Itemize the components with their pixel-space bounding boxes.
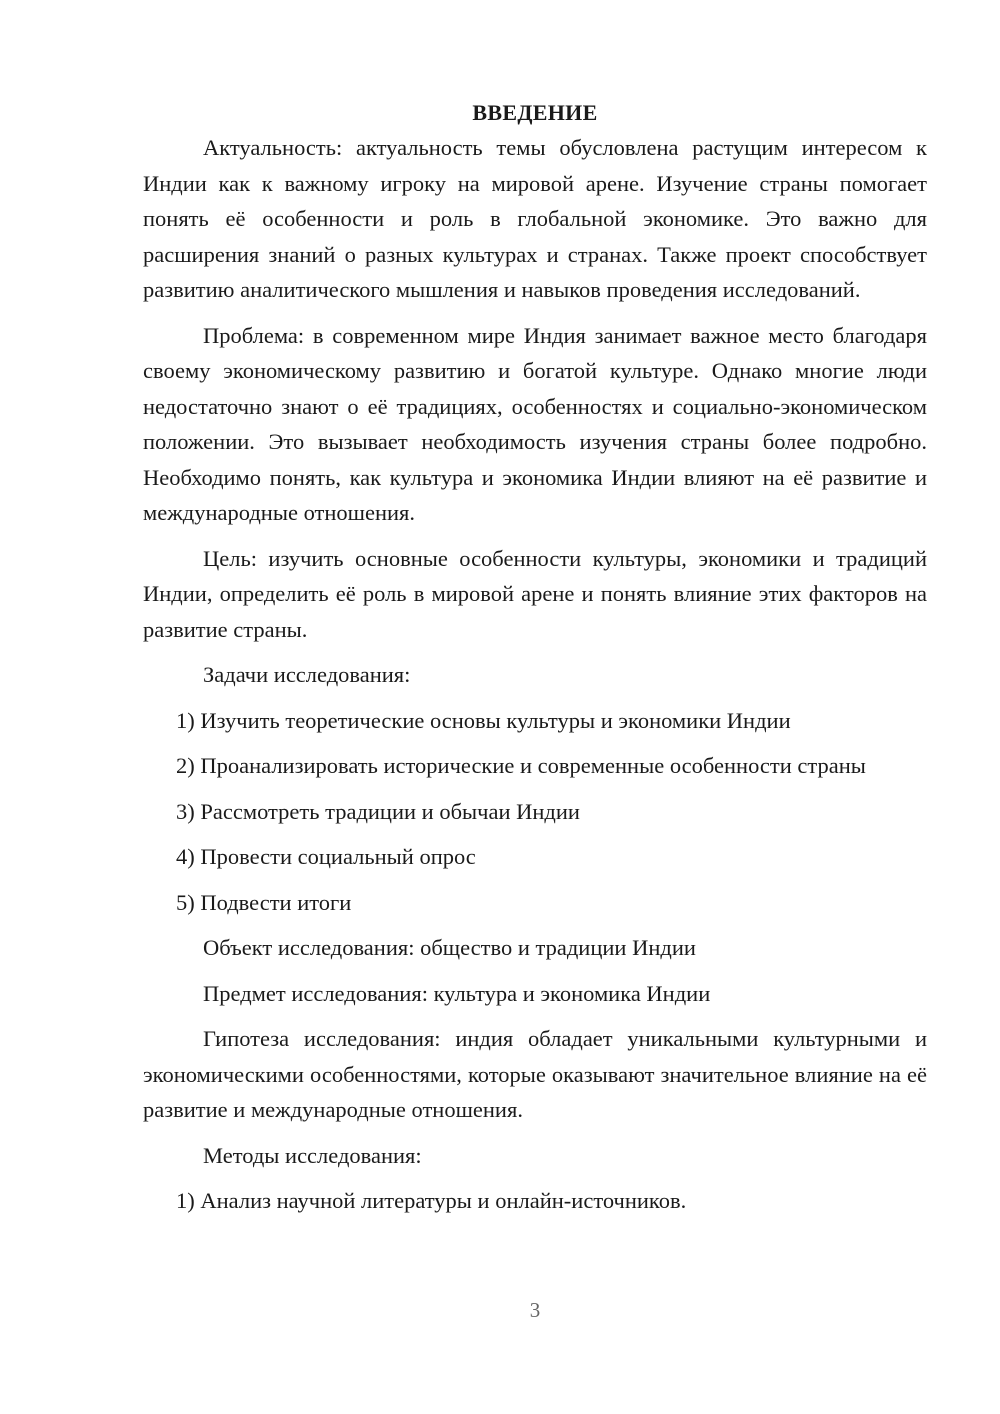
paragraph-subject: Предмет исследования: культура и экономика Индии <box>203 980 711 1006</box>
paragraph-relevance: Актуальность: актуальность темы обусловлена растущим интересом к Индии как к важному игроку на мировой арене. Изучение страны помогает понять её особенности и роль в глобальной экономике. Это важно для расширения знаний о разных культурах и странах. Также проект способствует развитию аналитического мышления и навыков проведения исследований. <box>143 135 927 302</box>
paragraph-hypothesis: Гипотеза исследования: индия обладает уникальными культурными и экономическими особенностями, которые оказывают значительное влияние на её развитие и международные отношения. <box>143 1026 927 1122</box>
section-title: ВВЕДЕНИЕ <box>472 100 598 125</box>
paragraph-tasks-heading: Задачи исследования: <box>203 662 411 687</box>
paragraph-problem: Проблема: в современном мире Индия занимает важное место благодаря своему экономическому развитию и богатой культуре. Однако многие люди недостаточно знают о её традициях, особенностях и социально-экономическом положении. Это вызывает необходимость изучения страны более подробно. Необходимо понять, как культура и экономика Индии влияют на её развитие и международные отношения. <box>143 322 927 525</box>
task-item-1: 1) Изучить теоретические основы культуры и экономики Индии <box>176 707 791 733</box>
task-item-4: 4) Провести социальный опрос <box>176 844 476 869</box>
method-item-1: 1) Анализ научной литературы и онлайн-источников. <box>176 1188 687 1213</box>
paragraph-methods-heading: Методы исследования: <box>203 1142 422 1168</box>
page-number: 3 <box>529 1298 541 1322</box>
task-item-2: 2) Проанализировать исторические и современные особенности страны <box>176 753 866 778</box>
paragraph-goal: Цель: изучить основные особенности культуры, экономики и традиций Индии, определить её роль в мировой арене и понять влияние этих факторов на развитие страны. <box>143 545 927 642</box>
task-item-5: 5) Подвести итоги <box>176 889 352 915</box>
paragraph-object: Объект исследования: общество и традиции Индии <box>203 935 696 960</box>
task-item-3: 3) Рассмотреть традиции и обычаи Индии <box>176 798 580 824</box>
